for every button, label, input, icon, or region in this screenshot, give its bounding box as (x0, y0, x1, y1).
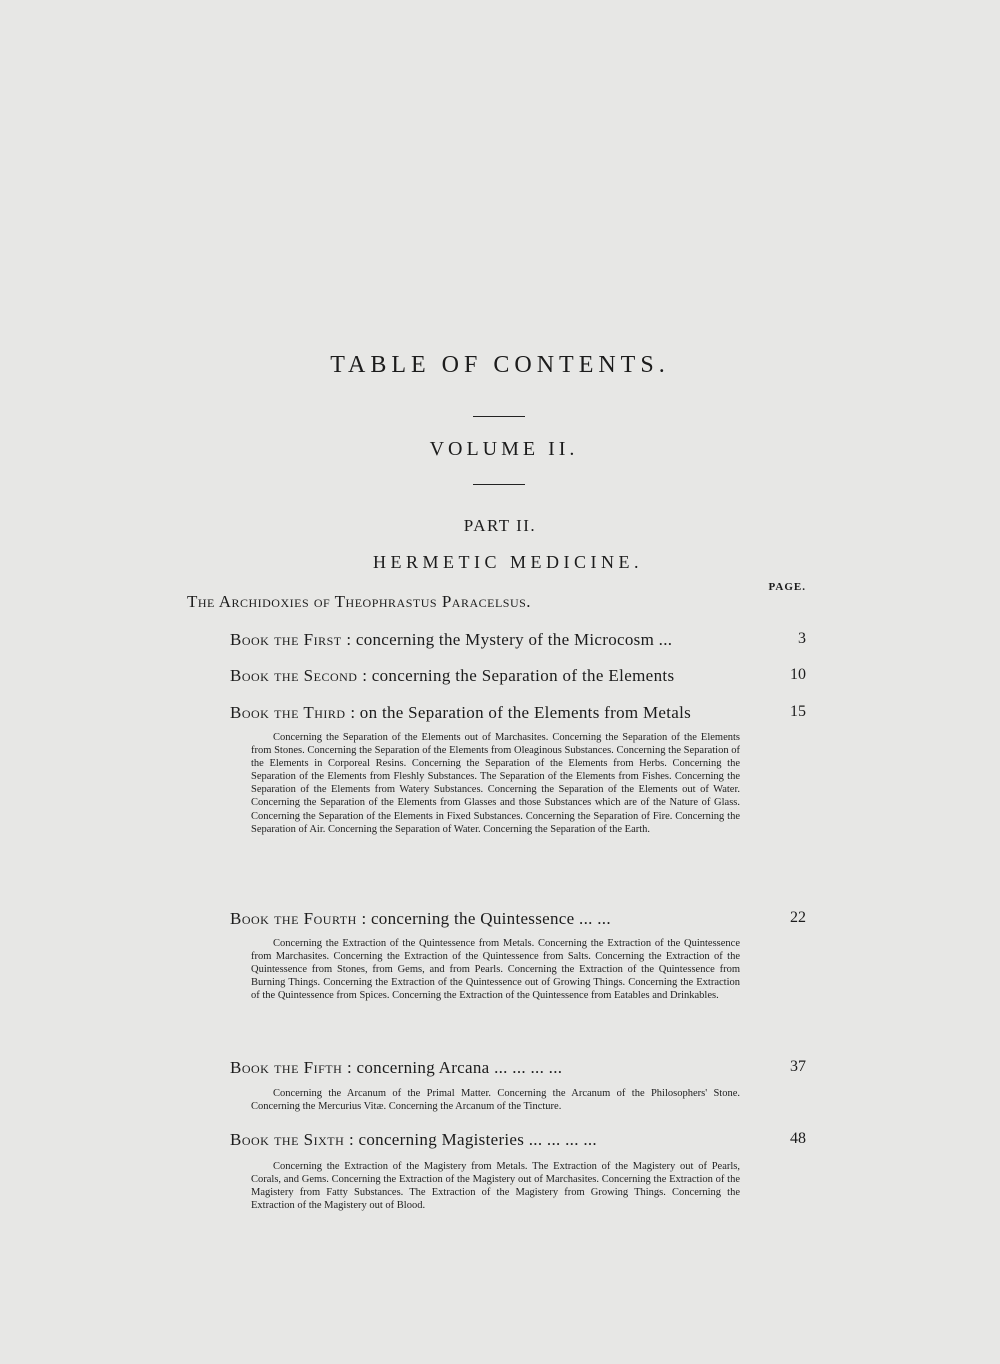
toc-entry-book-3[interactable] (230, 703, 806, 723)
book-5-description: Concerning the Arcanum of the Primal Matter. Concerning the Arcanum of the Philosophers' Stone. Concerning the Mercurius Vitæ. Concerning the Arcanum of the Tincture. (251, 1088, 740, 1113)
toc-entry-book-2[interactable] (230, 666, 806, 686)
page-title: TABLE OF CONTENTS. (330, 352, 670, 378)
page-number: 48 (790, 1130, 806, 1147)
book-4-description: Concerning the Extraction of the Quintessence from Metals. Concerning the Extraction of the Quintessence from Marchasites. Concerning the Extraction of the Quintessence from Salts. Concerning the Extraction of the Quintessence from Stones, from Gems, and from Pearls. Concerning the Extraction of the Quintessence from Burning Things. Concerning the Extraction of the Quintessence out of Growing Things. Concerning the Extraction of the Quintessence from Spices. Concerning the Extraction of the Quintessence from Eatables and Drinkables. (251, 938, 740, 1002)
title-rule-divider (473, 416, 525, 417)
toc-entry-book-1[interactable] (230, 630, 806, 650)
toc-entry-book-5[interactable] (230, 1058, 806, 1078)
book-subject: concerning the Quintessence ... ... (370, 909, 611, 928)
book-subject: concerning Arcana ... ... ... ... (356, 1058, 563, 1077)
page-number: 10 (790, 666, 806, 683)
toc-entry-book-4[interactable] (230, 909, 806, 929)
page-number: 3 (798, 630, 806, 647)
book-subject: on the Separation of the Elements from Metals (359, 703, 692, 722)
section-heading: HERMETIC MEDICINE. (373, 552, 643, 572)
book-label: Book the First : (230, 630, 352, 649)
page-number: 37 (790, 1058, 806, 1075)
page-number: 15 (790, 703, 806, 720)
book-label: Book the Third : (230, 703, 356, 722)
book-label: Book the Sixth : (230, 1130, 355, 1149)
work-title: The Archidoxies of Theophrastus Paracelsus. (187, 592, 532, 611)
page-number: 22 (790, 909, 806, 926)
book-subject: concerning the Separation of the Elements (371, 666, 675, 685)
volume-rule-divider (473, 484, 525, 485)
book-label: Book the Second : (230, 666, 368, 685)
volume-heading: VOLUME II. (429, 438, 579, 460)
toc-entry-book-6[interactable] (230, 1130, 806, 1150)
part-heading: PART II. (463, 516, 537, 535)
page-column-label: PAGE. (768, 581, 806, 593)
book-6-description: Concerning the Extraction of the Magistery from Metals. The Extraction of the Magistery out of Pearls, Corals, and Gems. Concerning the Extraction of the Magistery out of Marchasites. Concerning the Extraction of the Magistery from Fatty Substances. The Extraction of the Magistery from Growing Things. Concerning the Extraction of the Magistery out of Blood. (251, 1161, 740, 1212)
book-subject: concerning the Mystery of the Microcosm ... (355, 630, 673, 649)
book-3-description: Concerning the Separation of the Elements out of Marchasites. Concerning the Separation of the Elements from Stones. Concerning the Separation of the Elements from Oleaginous Substances. Concerning the Separation of the Elements in Corporeal Resins. Concerning the Separation of the Elements from Herbs. Concerning the Separation of the Elements from Fleshly Substances. The Separation of the Elements from Fishes. Concerning the Separation of the Elements from Watery Substances. Concerning the Separation of the Elements out of Water. Concerning the Separation of the Elements from Glasses and those Substances which are of the Nature of Glass. Concerning the Separation of the Elements in Fixed Substances. Concerning the Separation of Fire. Concerning the Separation of Air. Concerning the Separation of Water. Concerning the Separation of the Earth. (251, 732, 740, 835)
book-subject: concerning Magisteries ... ... ... ... (358, 1130, 597, 1149)
book-label: Book the Fifth : (230, 1058, 353, 1077)
book-label: Book the Fourth : (230, 909, 367, 928)
